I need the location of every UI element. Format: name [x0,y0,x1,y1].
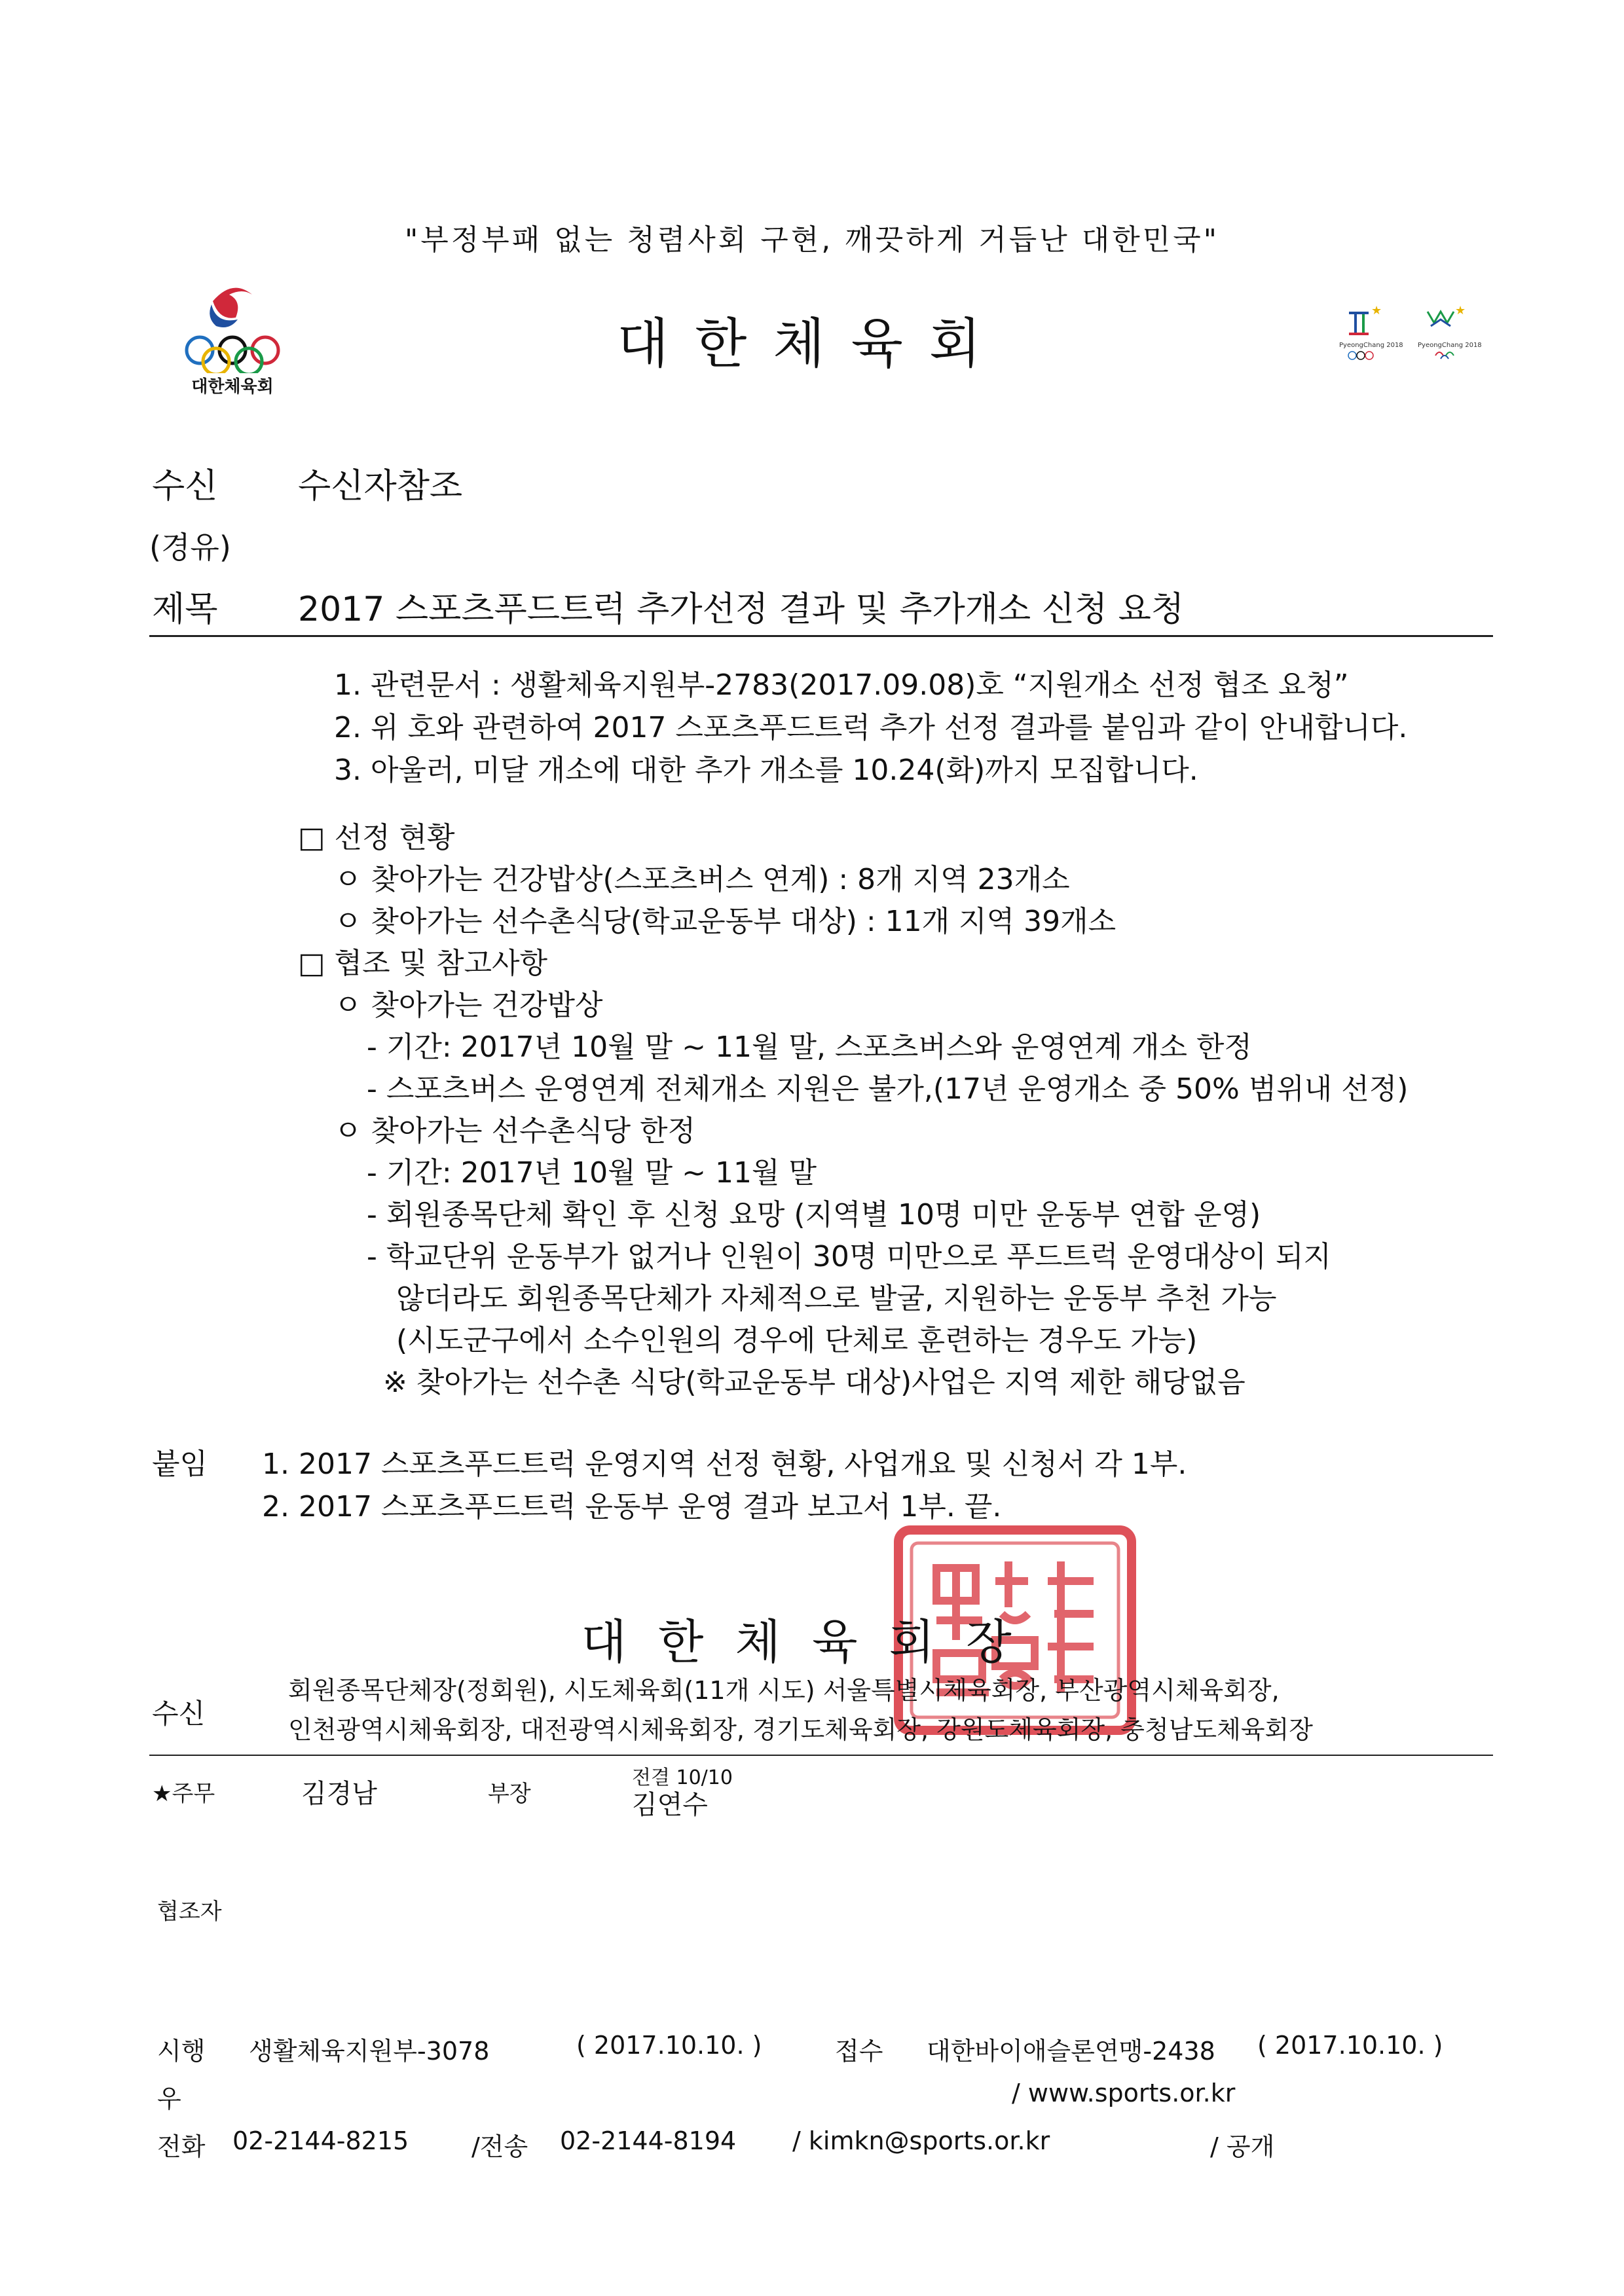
approval-note: 전결 10/10 [632,1766,733,1789]
recipients-divider [149,1755,1493,1756]
via-label: (경유) [149,530,231,565]
olympic-logos [1336,300,1493,368]
sub2-item-2: - 회원종목단체 확인 후 신청 요망 (지역별 10명 미만 운동부 연합 운영) [367,1198,1261,1231]
sub1-title: ㅇ 찾아가는 건강밥상 [334,989,603,1022]
svg-text:★: ★ [1371,304,1382,318]
recipients-label: 수신 [152,1698,206,1730]
sub2-item-4: 않더라도 회원종목단체가 자체적으로 발굴, 지원하는 운동부 추천 가능 [396,1282,1277,1315]
attachments-label: 붙임 [152,1448,208,1481]
approval-role-2: 부장 [488,1781,531,1807]
recipients-line-2: 인천광역시체육회장, 대전광역시체육회장, 경기도체육회장, 강원도체육회장, 충청남도체육회장 [288,1715,1313,1744]
recipients-line-1: 회원종목단체장(정회원), 시도체육회(11개 시도) 서울특별시체육회장, 부산광역시체육회장, [288,1676,1280,1705]
cooperator-label: 협조자 [157,1899,222,1925]
svg-text:PyeongChang 2018: PyeongChang 2018 [1418,342,1482,349]
disclosure-status: / 공개 [1210,2132,1275,2161]
sub2-item-1: - 기간: 2017년 10월 말 ~ 11월 말 [367,1156,817,1190]
fax-label: /전송 [471,2132,528,2161]
receive-number: 대한바이애슬론연맹-2438 [927,2037,1215,2066]
enforce-label: 시행 [157,2037,206,2066]
section-title-cooperation: □ 협조 및 참고사항 [298,947,548,980]
approval-name-2: 김연수 [632,1790,708,1820]
enforce-number: 생활체육지원부-3078 [249,2037,490,2066]
selection-item-2: ㅇ 찾아가는 선수촌식당(학교운동부 대상) : 11개 지역 39개소 [334,905,1116,938]
body-item-3: 3. 아울러, 미달 개소에 대한 추가 개소를 10.24(화)까지 모집합니다. [334,754,1198,787]
approval-role-1: ★주무 [152,1781,215,1807]
body-item-2: 2. 위 호와 관련하여 2017 스포츠푸드트럭 추가 선정 결과를 붙임과 같이 안내합니다. [334,711,1408,744]
org-title: 대한체육회 [616,313,1008,375]
sub1-item-2: - 스포츠버스 운영연계 전체개소 지원은 불가,(17년 운영개소 중 50% 범위내 선정) [367,1072,1409,1106]
tel-label: 전화 [157,2132,206,2161]
email-link[interactable]: / kimkn@sports.or.kr [792,2126,1050,2155]
section-title-selection: □ 선정 현황 [298,821,455,854]
attachment-item-1: 1. 2017 스포츠푸드트럭 운영지역 선정 현황, 사업개요 및 신청서 각 1부. [262,1448,1187,1481]
logo-text: 대한체육회 [191,377,274,397]
receive-date: ( 2017.10.10. ) [1257,2031,1443,2060]
approval-name-1: 김경남 [301,1779,377,1809]
subject-divider [149,635,1493,637]
recipient-value: 수신자참조 [298,467,463,506]
postal-label: 우 [157,2085,181,2113]
fax-number: 02-2144-8194 [560,2126,737,2155]
body-item-1: 1. 관련문서 : 생활체육지원부-2783(2017.09.08)호 “지원개소 선정 협조 요청” [334,668,1349,702]
svg-text:★: ★ [1455,304,1466,318]
recipient-label: 수신 [152,467,218,506]
svg-text:PyeongChang 2018: PyeongChang 2018 [1339,342,1403,349]
sub2-title: ㅇ 찾아가는 선수촌식당 한정 [334,1114,696,1148]
attachment-item-2: 2. 2017 스포츠푸드트럭 운동부 운영 결과 보고서 1부. 끝. [262,1490,1002,1523]
sub1-item-1: - 기간: 2017년 10월 말 ~ 11월 말, 스포츠버스와 운영연계 개소 한정 [367,1030,1252,1064]
slogan: "부정부패 없는 청렴사회 구현, 깨끗하게 거듭난 대한민국" [405,223,1219,257]
signature-title: 대한체육회장 [581,1614,1043,1669]
pyeongchang-2018-emblem-icon [1336,300,1493,365]
tel-number: 02-2144-8215 [232,2126,409,2155]
enforce-date: ( 2017.10.10. ) [576,2031,762,2060]
receive-label: 접수 [835,2037,883,2066]
selection-item-1: ㅇ 찾아가는 건강밥상(스포츠버스 연계) : 8개 지역 23개소 [334,863,1070,896]
subject-label: 제목 [152,590,218,629]
sub2-note: ※ 찾아가는 선수촌 식당(학교운동부 대상)사업은 지역 제한 해당없음 [383,1366,1246,1399]
website-link[interactable]: / www.sports.or.kr [1012,2079,1236,2107]
sub2-item-3: - 학교단위 운동부가 없거나 인원이 30명 미만으로 푸드트럭 운영대상이 되지 [367,1240,1331,1273]
subject-value: 2017 스포츠푸드트럭 추가선정 결과 및 추가개소 신청 요청 [298,590,1185,629]
sub2-item-5: (시도군구에서 소수인원의 경우에 단체로 훈련하는 경우도 가능) [396,1324,1198,1357]
